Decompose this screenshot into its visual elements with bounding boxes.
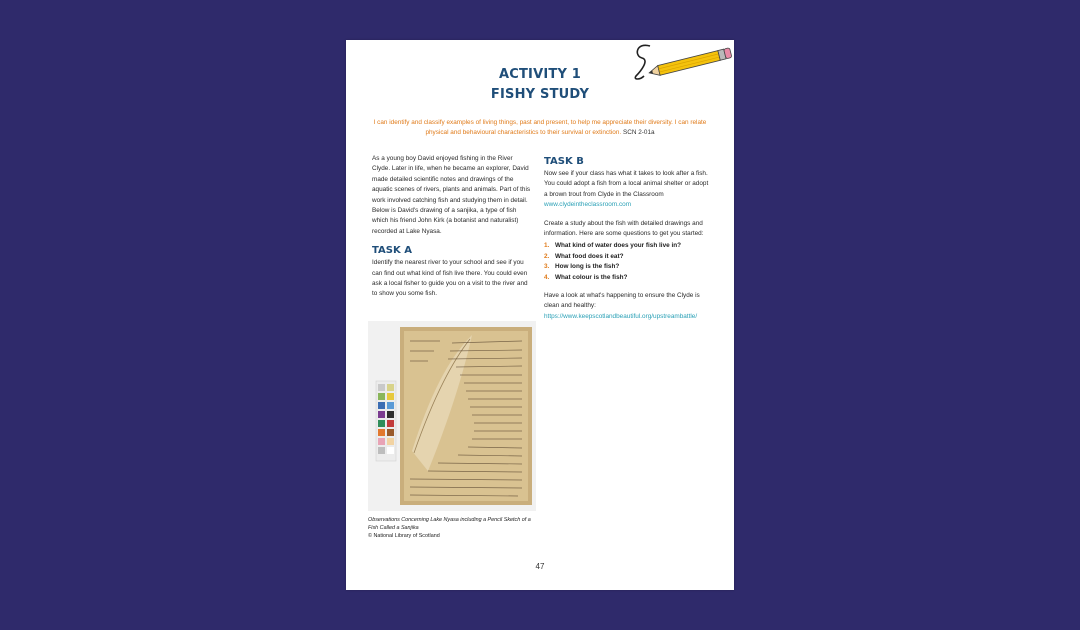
list-item [544, 252, 712, 262]
task-b-text [544, 169, 712, 211]
task-b-clyde-text [544, 291, 712, 322]
outcome-text: I can identify and classify examples of living things, past and present, to help me appreciate their diversity. I can relate physical and behavioural characteristics to their survival or extinction. [373, 119, 707, 136]
task-a-text: Identify the nearest river to your school and see if you can find out what kind of fish live there. You could even ask a local fisher to guide you on a visit to the river and to show you some fish. [372, 259, 528, 298]
question-number: 3. [544, 263, 550, 271]
question-number: 4. [544, 273, 550, 281]
page-number: 47 [535, 562, 545, 571]
question-text: What colour is the fish? [555, 273, 628, 281]
image-caption [368, 516, 538, 541]
question-list [544, 241, 712, 283]
image-credit: © National Library of Scotland [368, 533, 440, 540]
task-b-intro: Now see if your class has what it takes to look after a fish. You could adopt a fish from a local animal shelter or adopt a brown trout from Clyde in the Classroom [544, 170, 709, 198]
question-number: 2. [544, 252, 550, 260]
question-text: How long is the fish? [555, 263, 620, 271]
list-item [544, 262, 712, 272]
activity-title: FISHY STUDY [490, 87, 590, 102]
list-item [544, 241, 712, 251]
worksheet-page [346, 40, 734, 590]
outcome-code: SCN 2-01a [622, 129, 655, 136]
activity-number: ACTIVITY 1 [498, 67, 582, 82]
question-number: 1. [544, 242, 550, 250]
task-b-heading: TASK B [544, 156, 584, 167]
left-column [372, 154, 532, 300]
task-b-study-text: Create a study about the fish with detailed drawings and information. Here are some questions to get you started: [544, 219, 704, 238]
clyde-health-text: Have a look at what's happening to ensure the Clyde is clean and healthy: [544, 292, 700, 310]
caption-text: Observations Concerning Lake Nyasa including a Pencil Sketch of a Fish Called a Sanjika [368, 517, 531, 532]
manuscript-image [368, 321, 536, 511]
clyde-classroom-link[interactable]: www.clydeintheclassroom.com [544, 201, 632, 209]
list-item [544, 273, 712, 283]
question-text: What kind of water does your fish live in? [555, 242, 682, 250]
task-a-heading: TASK A [372, 245, 412, 257]
learning-outcome [366, 118, 714, 138]
right-column [544, 156, 712, 322]
keep-scotland-link[interactable]: https://www.keepscotlandbeautiful.org/upstreambattle/ [544, 312, 698, 320]
intro-paragraph: As a young boy David enjoyed fishing in the River Clyde. Later in life, when he became an explorer, David made detailed scientific notes and drawings of the aquatic scenes of rivers, plants and animals. Part of this work involved catching fish and studying them in detail. Below is David's drawing of a sanjika, a type of fish which his friend John Kirk (a botanist and naturalist) recorded at Lake Nyasa. [372, 155, 531, 235]
question-text: What food does it eat? [555, 252, 624, 260]
